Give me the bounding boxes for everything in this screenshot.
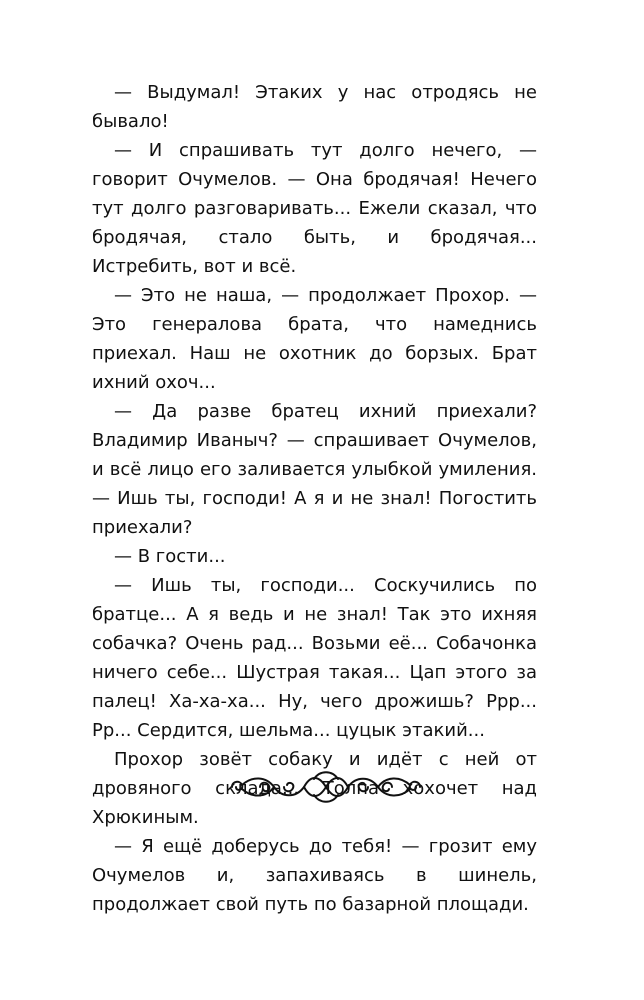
paragraph: Прохор зовёт собаку и идёт с ней от дровяного склада... Толпа хохочет над Хрюкиным. bbox=[92, 749, 537, 828]
paragraph: — Ишь ты, господи... Соскучились по братце... А я ведь и не знал! Так это ихняя собачка? Очень рад... Возьми её... Собачонка ничего себе... Шустрая такая... Цап этого за палец! Ха-ха-ха... Ну, чего дрожишь? Ррр... Рр... Сердится, шельма... цуцык этакий... bbox=[92, 575, 537, 741]
paragraph: — В гости... bbox=[114, 546, 226, 567]
paragraph: — Я ещё доберусь до тебя! — грозит ему Очумелов и, запахиваясь в шинель, продолжает свой путь по базарной площади. bbox=[92, 836, 537, 915]
paragraph: — И спрашивать тут долго нечего, — говорит Очумелов. — Она бродячая! Нечего тут долго разговаривать... Ежели сказал, что бродячая, стало быть, и бродячая... Истребить, вот и всё. bbox=[92, 140, 537, 277]
paragraph: — Это не наша, — продолжает Прохор. — Это генералова брата, что намеднись приехал. Наш не охотник до борзых. Брат ихний охоч... bbox=[92, 285, 537, 393]
paragraph: — Выдумал! Этаких у нас отродясь не бывало! bbox=[92, 82, 537, 132]
paragraph: — Да разве братец ихний приехали? Владимир Иваныч? — спрашивает Очумелов, и всё лицо его заливается улыбкой умиления. — Ишь ты, господи! А я и не знал! Погостить приехали? bbox=[92, 401, 537, 538]
flourish-ornament-icon bbox=[230, 768, 422, 806]
